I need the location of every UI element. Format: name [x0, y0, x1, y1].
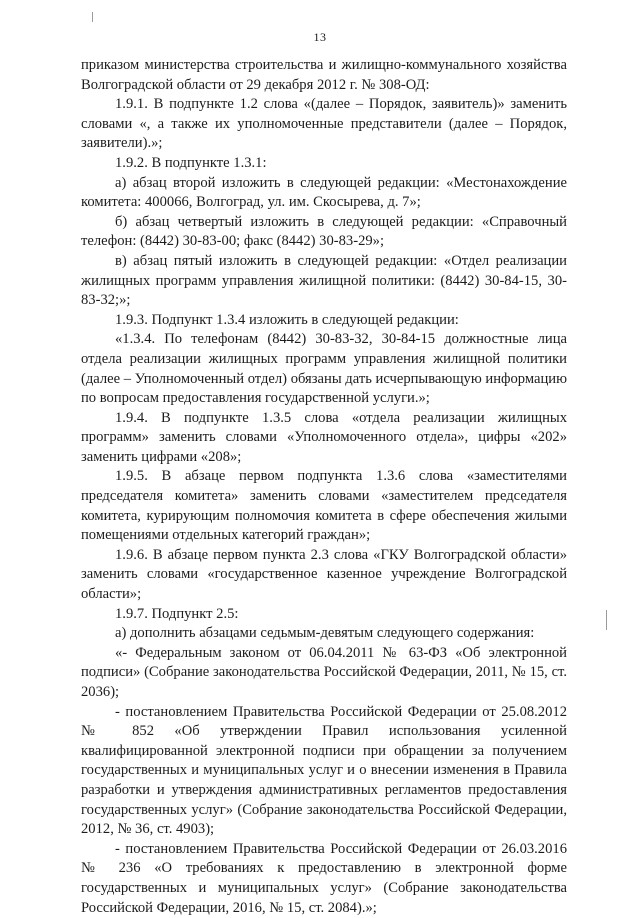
document-body: [81, 56, 567, 918]
paragraph-1-9-2-v: в) абзац пятый изложить в следующей редакции: «Отдел реализации жилищных программ управления жилищной политики: (8442) 30-84-15, 30-83-32;»;: [81, 252, 567, 309]
paragraph-order-reference: приказом министерства строительства и жилищно-коммунального хозяйства Волгоградской области от 29 декабря 2012 г. № 308-ОД:: [81, 57, 567, 93]
list-item-resolution-236: - постановлением Правительства Российской Федерации от 26.03.2016 № 236 «О требованиях к предоставлению в электронной форме государственных и муниципальных услуг» (Собрание законодательства Российской Федерации, 2016, № 15, ст. 2084).»;: [81, 840, 567, 916]
paragraph-1-3-4-text: «1.3.4. По телефонам (8442) 30-83-32, 30-84-15 должностные лица отдела реализации жилищных программ управления жилищной политики (далее – Уполномоченный отдел) обязаны дать исчерпывающую информацию по вопросам предоставления государственной услуги.»;: [81, 331, 567, 407]
list-item-resolution-852: - постановлением Правительства Российской Федерации от 25.08.2012 № 852 «Об утверждении Правил использования усиленной квалифицированной электронной подписи при обращении за получением государственных и муниципальных услуг и о внесении изменения в Правила разработки и утверждения административных регламентов предоставления государственных услуг» (Собрание законодательства Российской Федерации, 2012, № 36, ст. 4903);: [81, 703, 567, 838]
paragraph-1-9-5: 1.9.5. В абзаце первом подпункта 1.3.6 слова «заместителями председателя комитета» заменить словами «заместителем председателя комитета, курирующим полномочия комитета в сфере обеспечения жилыми помещениями отдельных категорий граждан»;: [81, 468, 567, 544]
scan-artifact: [92, 12, 93, 22]
paragraph-1-9-2-a: а) абзац второй изложить в следующей редакции: «Местонахождение комитета: 400066, Волгоград, ул. им. Скосырева, д. 7»;: [81, 174, 567, 211]
paragraph-1-9-7-a: а) дополнить абзацами седьмым-девятым следующего содержания:: [115, 625, 535, 642]
paragraph-1-9-1: 1.9.1. В подпункте 1.2 слова «(далее – Порядок, заявитель)» заменить словами «, а также их уполномоченные представители (далее – Порядок, заявители).»;: [81, 96, 567, 152]
paragraph-1-9-7: 1.9.7. Подпункт 2.5:: [115, 605, 239, 622]
paragraph-1-9-2-b: б) абзац четвертый изложить в следующей редакции: «Справочный телефон: (8442) 30-83-00; факс (8442) 30-83-29»;: [81, 213, 567, 250]
paragraph-1-9-3: 1.9.3. Подпункт 1.3.4 изложить в следующей редакции:: [115, 311, 459, 328]
paragraph-1-9-6: 1.9.6. В абзаце первом пункта 2.3 слова «ГКУ Волгоградской области» заменить словами «государственное казенное учреждение Волгоградской области»;: [81, 546, 567, 603]
scan-artifact: [606, 610, 607, 630]
paragraph-1-9-4: 1.9.4. В подпункте 1.3.5 слова «отдела реализации жилищных программ» заменить словами «Уполномоченного отдела», цифры «202» заменить цифрами «208»;: [81, 409, 567, 465]
list-item-federal-law: «- Федеральным законом от 06.04.2011 № 63-ФЗ «Об электронной подписи» (Собрание законодательства Российской Федерации, 2011, № 15, ст. 2036);: [81, 644, 567, 700]
page-number: 13: [313, 30, 327, 44]
paragraph-1-9-2: 1.9.2. В подпункте 1.3.1:: [115, 154, 267, 171]
